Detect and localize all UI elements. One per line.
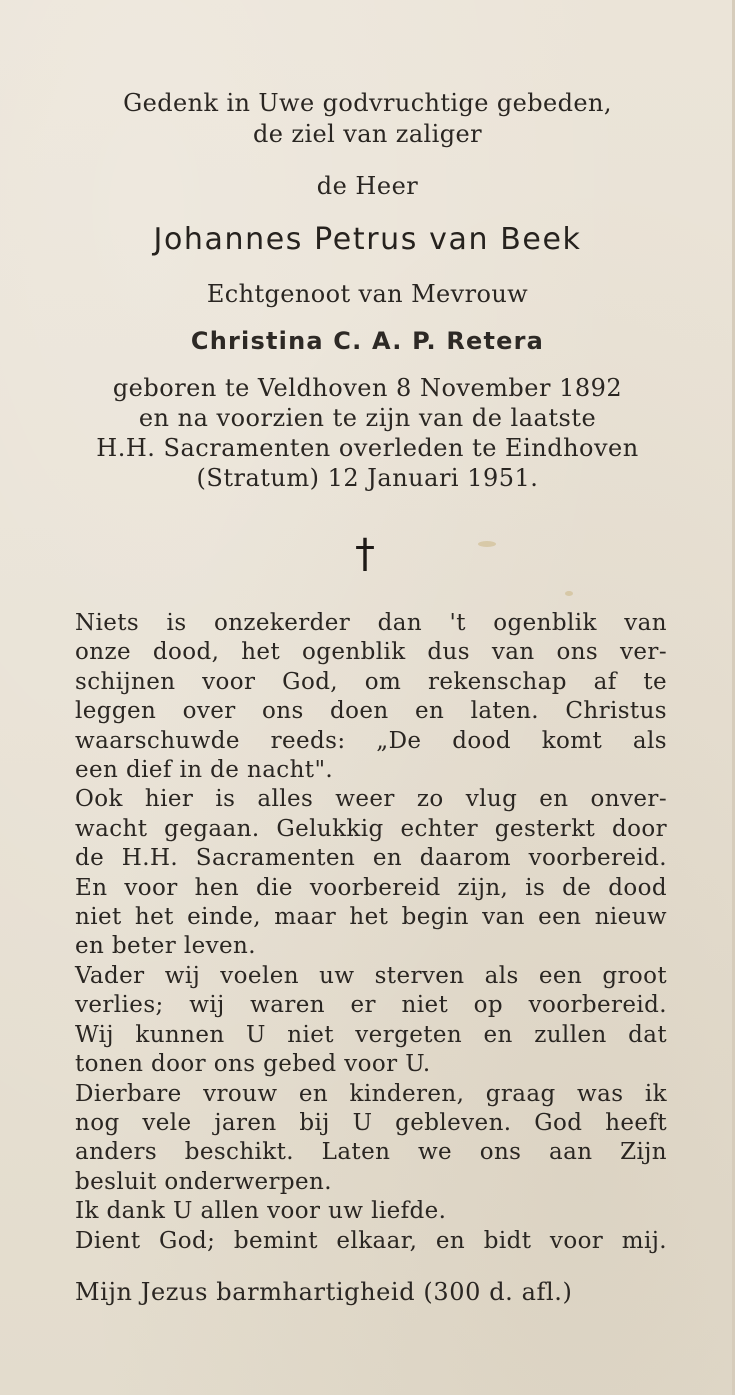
greeting (0, 88, 735, 150)
birth-death-details (0, 373, 735, 493)
honorific-title: de Heer (316, 172, 419, 200)
cross-icon: † (355, 531, 375, 577)
body-line: Vader wij voelen uw sterven als een groot (75, 962, 667, 989)
body-line: Ook hier is alles weer zo vlug en onver- (75, 786, 667, 813)
body-line: En voor hen die voorbereid zijn, is de dood (75, 874, 667, 901)
body-line: besluit onderwerpen. (75, 1168, 332, 1195)
spouse-name: Christina C. A. P. Retera (190, 327, 545, 355)
dates-line: H.H. Sacramenten overleden te Eindhoven (96, 434, 639, 462)
dates-line: (Stratum) 12 Januari 1951. (196, 464, 539, 492)
body-line: Wij kunnen U niet vergeten en zullen dat (75, 1021, 667, 1048)
body-line: niet het einde, maar het begin van een nieuw (75, 904, 667, 931)
body-line: waarschuwde reeds: „De dood komt als (75, 727, 667, 754)
reflection-text (75, 609, 667, 1256)
body-line: anders beschikt. Laten we ons aan Zijn (75, 1139, 667, 1166)
body-line: een dief in de nacht". (75, 757, 334, 784)
deceased-name: Johannes Petrus van Beek (153, 222, 582, 257)
greeting-line: de ziel van zaliger (253, 120, 482, 148)
body-line: verlies; wij waren er niet op voorbereid. (75, 992, 667, 1019)
paper-stain (478, 541, 496, 547)
greeting-line: Gedenk in Uwe godvruchtige gebeden, (123, 89, 612, 117)
body-line: Dierbare vrouw en kinderen, graag was ik (75, 1080, 667, 1107)
dates-line: en na voorzien te zijn van de laatste (138, 404, 597, 432)
closing-prayer: Mijn Jezus barmhartigheid (300 d. afl.) (75, 1278, 573, 1306)
body-line: schijnen voor God, om rekenschap af te (75, 668, 667, 695)
body-line: nog vele jaren bij U gebleven. God heeft (75, 1109, 667, 1136)
body-line: en beter leven. (75, 933, 256, 960)
spouse-intro: Echtgenoot van Mevrouw (206, 280, 529, 308)
paper-stain (565, 591, 573, 596)
body-line: onze dood, het ogenblik dus van ons ver- (75, 639, 667, 666)
body-line: Dient God; bemint elkaar, en bidt voor mij. (75, 1227, 667, 1254)
body-line: leggen over ons doen en laten. Christus (75, 698, 667, 725)
body-line: Ik dank U allen voor uw liefde. (75, 1198, 447, 1225)
body-line: de H.H. Sacramenten en daarom voorbereid. (75, 845, 667, 872)
body-line: Niets is onzekerder dan 't ogenblik van (75, 610, 667, 636)
body-line: tonen door ons gebed voor U. (75, 1051, 431, 1078)
body-line: wacht gegaan. Gelukkig echter gesterkt door (75, 815, 667, 842)
dates-line: geboren te Veldhoven 8 November 1892 (112, 374, 623, 402)
